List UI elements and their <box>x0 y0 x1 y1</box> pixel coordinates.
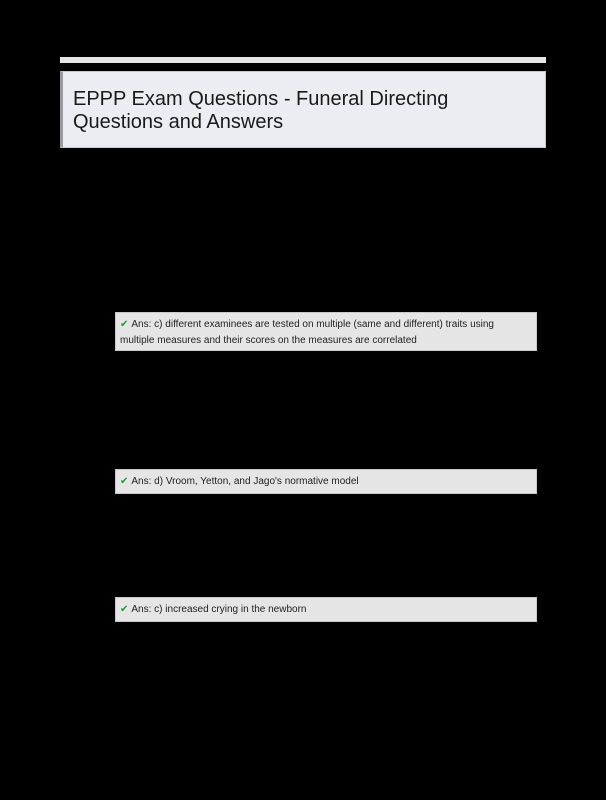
title-box <box>60 71 546 148</box>
check-icon: ✔ <box>120 319 129 330</box>
answer-text: Ans: d) Vroom, Yetton, and Jago's normative model <box>131 476 359 487</box>
answer-text: Ans: c) increased crying in the newborn <box>131 604 307 615</box>
answer-box <box>115 312 537 351</box>
check-icon: ✔ <box>120 476 129 487</box>
answer-box <box>115 597 537 622</box>
answer-box <box>115 469 537 494</box>
top-rule <box>60 57 546 63</box>
answer-text: Ans: c) different examinees are tested on multiple (same and different) traits using multiple measures and their scores on the measures are correlated <box>120 319 494 346</box>
document-title: EPPP Exam Questions - Funeral Directing Questions and Answers <box>73 88 449 133</box>
check-icon: ✔ <box>120 604 129 615</box>
